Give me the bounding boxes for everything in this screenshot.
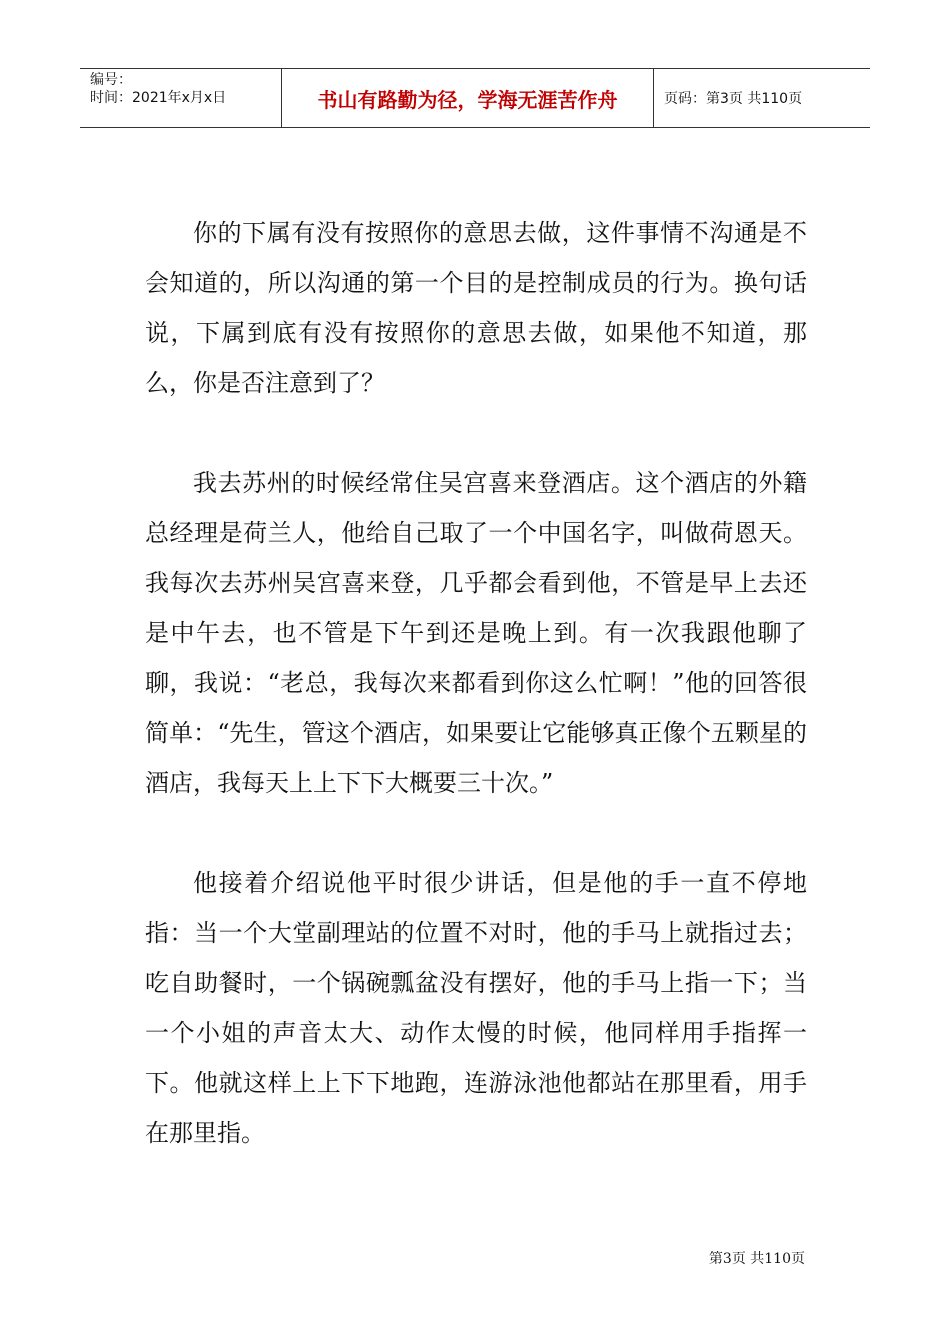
paragraph: 他接着介绍说他平时很少讲话，但是他的手一直不停地指：当一个大堂副理站的位置不对时，他的手马上就指过去；吃自助餐时，一个锅碗瓢盆没有摆好，他的手马上指一下；当一个小姐的声音太大、动作太慢的时候，他同样用手指挥一下。他就这样上上下下地跑，连游泳池他都站在那里看，用手在那里指。 [145, 869, 807, 1147]
header-motto: 书山有路勤为径，学海无涯苦作舟 [282, 69, 654, 127]
paragraph: 你的下属有没有按照你的意思去做，这件事情不沟通是不会知道的，所以沟通的第一个目的是控制成员的行为。换句话说，下属到底有没有按照你的意思去做，如果他不知道，那么，你是否注意到了？ [145, 219, 807, 397]
document-number-label: 编号： [90, 72, 132, 88]
document-date-label: 时间：2021年x月x日 [90, 90, 227, 106]
header-meta [80, 69, 282, 127]
page-header [80, 68, 870, 128]
header-page-label: 页码：第3页 共110页 [664, 91, 803, 107]
page-footer: 第3页 共110页 [708, 1251, 805, 1267]
paragraph: 我去苏州的时候经常住吴宫喜来登酒店。这个酒店的外籍总经理是荷兰人，他给自己取了一个中国名字，叫做荷恩天。我每次去苏州吴宫喜来登，几乎都会看到他，不管是早上去还是中午去，也不管是下午到还是晚上到。有一次我跟他聊了聊，我说：“老总，我每次来都看到你这么忙啊！”他的回答很简单：“先生，管这个酒店，如果要让它能够真正像个五颗星的酒店，我每天上上下下大概要三十次。” [145, 469, 807, 797]
document-body [145, 208, 807, 1208]
